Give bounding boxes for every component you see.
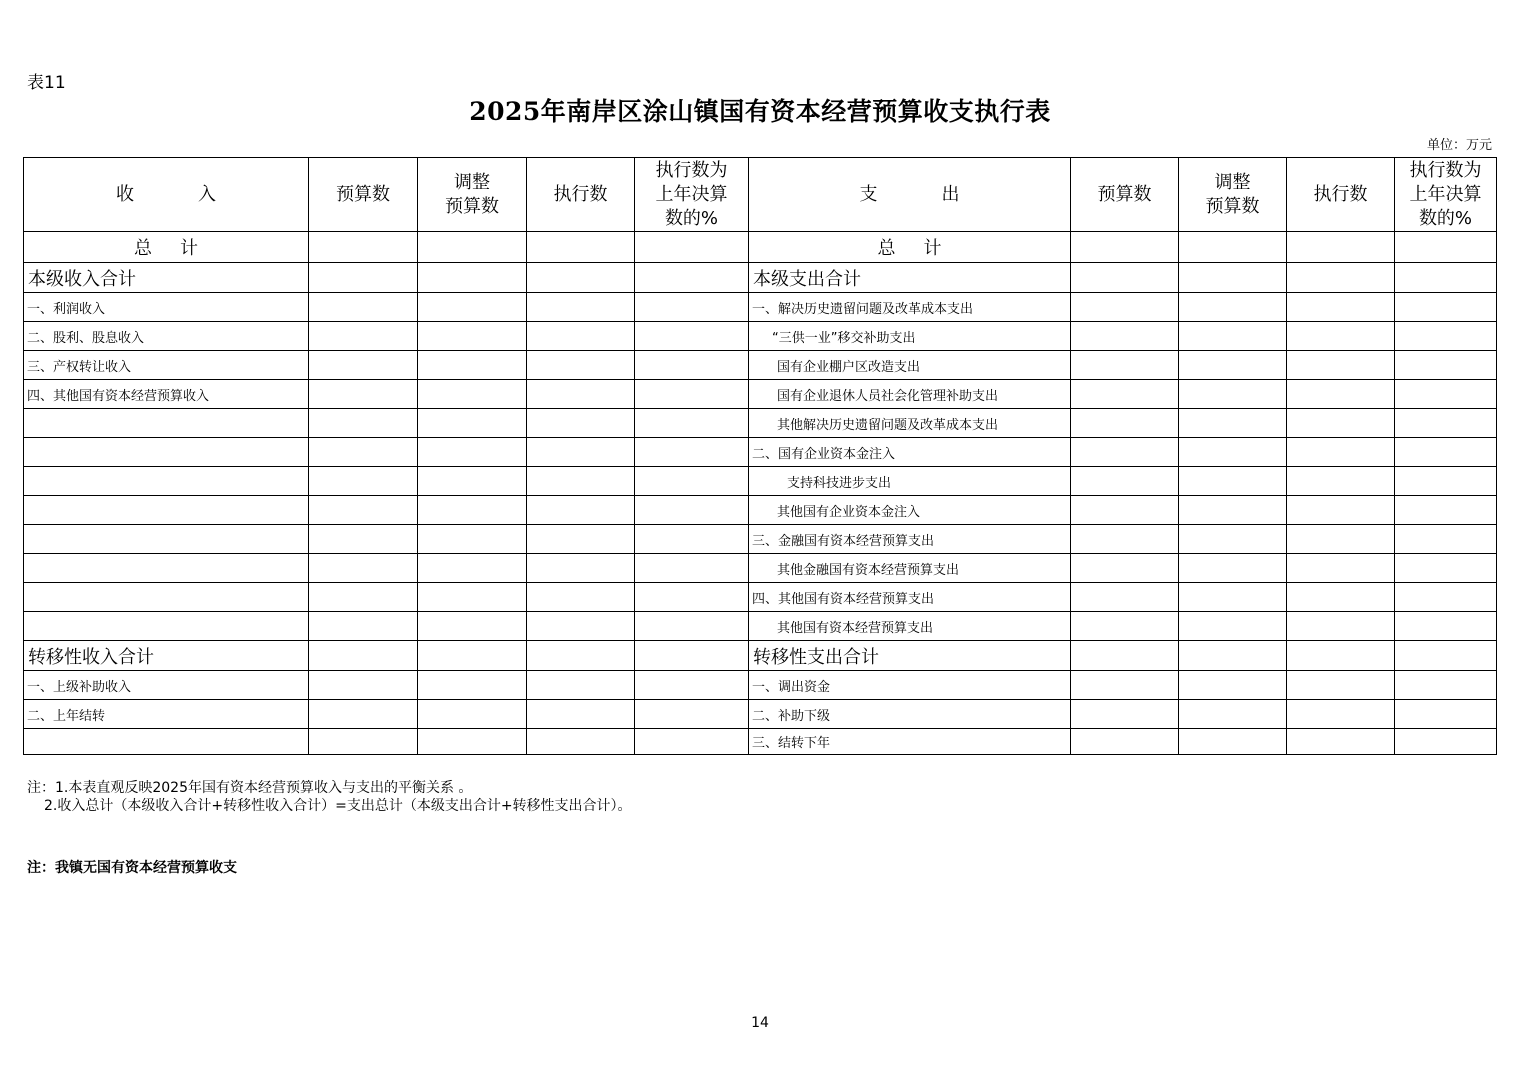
expense-label: 国有企业退休人员社会化管理补助支出 <box>749 380 1071 409</box>
value-cell <box>1395 293 1497 322</box>
value-cell <box>1179 641 1287 671</box>
value-cell <box>1179 583 1287 612</box>
value-cell <box>1071 583 1179 612</box>
value-cell <box>1179 380 1287 409</box>
value-cell <box>527 671 635 700</box>
value-cell <box>1179 525 1287 554</box>
value-cell <box>309 583 418 612</box>
value-cell <box>1395 496 1497 525</box>
value-cell <box>1395 232 1497 263</box>
budget-table <box>23 157 1497 755</box>
value-cell <box>1071 496 1179 525</box>
value-cell <box>1287 583 1395 612</box>
value-cell <box>1179 351 1287 380</box>
value-cell <box>1287 263 1395 293</box>
header-income-pct: 执行数为 上年决算 数的% <box>635 158 749 232</box>
value-cell <box>635 322 749 351</box>
value-cell <box>418 351 527 380</box>
expense-total-label: 总 计 <box>749 232 1071 263</box>
income-label <box>24 612 309 641</box>
value-cell <box>309 293 418 322</box>
value-cell <box>1071 612 1179 641</box>
expense-label: 二、国有企业资本金注入 <box>749 438 1071 467</box>
header-income-adjusted: 调整 预算数 <box>418 158 527 232</box>
table-row <box>24 525 1497 554</box>
value-cell <box>1071 380 1179 409</box>
header-expense-budget: 预算数 <box>1071 158 1179 232</box>
value-cell <box>309 729 418 755</box>
table-row <box>24 322 1497 351</box>
value-cell <box>418 322 527 351</box>
value-cell <box>418 583 527 612</box>
value-cell <box>309 612 418 641</box>
table-row <box>24 467 1497 496</box>
value-cell <box>1179 496 1287 525</box>
value-cell <box>1395 554 1497 583</box>
header-income: 收 入 <box>24 158 309 232</box>
income-label <box>24 438 309 467</box>
note-line-2: 2.收入总计（本级收入合计+转移性收入合计）=支出总计（本级支出合计+转移性支出合计）。 <box>44 798 632 814</box>
value-cell <box>1071 671 1179 700</box>
value-cell <box>635 380 749 409</box>
income-label: 三、产权转让收入 <box>24 351 309 380</box>
expense-label: 本级支出合计 <box>749 263 1071 293</box>
value-cell <box>527 554 635 583</box>
value-cell <box>1287 232 1395 263</box>
value-cell <box>635 700 749 729</box>
value-cell <box>1287 322 1395 351</box>
header-row <box>24 158 1497 232</box>
value-cell <box>635 554 749 583</box>
note-line-1: 注：1.本表直观反映2025年国有资本经营预算收入与支出的平衡关系 。 <box>27 780 473 796</box>
value-cell <box>418 729 527 755</box>
value-cell <box>1179 612 1287 641</box>
value-cell <box>527 409 635 438</box>
value-cell <box>635 671 749 700</box>
table-row <box>24 583 1497 612</box>
value-cell <box>635 438 749 467</box>
value-cell <box>1287 409 1395 438</box>
expense-label: 转移性支出合计 <box>749 641 1071 671</box>
value-cell <box>1071 729 1179 755</box>
value-cell <box>1287 729 1395 755</box>
value-cell <box>635 583 749 612</box>
value-cell <box>1395 263 1497 293</box>
value-cell <box>635 496 749 525</box>
value-cell <box>1071 525 1179 554</box>
income-label: 一、上级补助收入 <box>24 671 309 700</box>
value-cell <box>527 351 635 380</box>
value-cell <box>418 438 527 467</box>
value-cell <box>1395 351 1497 380</box>
table-row <box>24 671 1497 700</box>
value-cell <box>1287 438 1395 467</box>
value-cell <box>527 467 635 496</box>
value-cell <box>1071 554 1179 583</box>
value-cell <box>309 263 418 293</box>
value-cell <box>1395 438 1497 467</box>
value-cell <box>527 293 635 322</box>
value-cell <box>1395 671 1497 700</box>
value-cell <box>1071 467 1179 496</box>
value-cell <box>1179 671 1287 700</box>
expense-label: 三、金融国有资本经营预算支出 <box>749 525 1071 554</box>
value-cell <box>309 380 418 409</box>
value-cell <box>635 525 749 554</box>
value-cell <box>418 380 527 409</box>
value-cell <box>418 554 527 583</box>
value-cell <box>418 467 527 496</box>
value-cell <box>418 525 527 554</box>
header-expense-executed: 执行数 <box>1287 158 1395 232</box>
value-cell <box>1179 409 1287 438</box>
value-cell <box>418 409 527 438</box>
value-cell <box>1179 438 1287 467</box>
income-label <box>24 496 309 525</box>
table-row <box>24 700 1497 729</box>
value-cell <box>1395 380 1497 409</box>
value-cell <box>527 583 635 612</box>
header-expense-pct: 执行数为 上年决算 数的% <box>1395 158 1497 232</box>
value-cell <box>1071 322 1179 351</box>
value-cell <box>1287 612 1395 641</box>
expense-label: 支持科技进步支出 <box>749 467 1071 496</box>
value-cell <box>309 467 418 496</box>
value-cell <box>635 232 749 263</box>
expense-label: “三供一业”移交补助支出 <box>749 322 1071 351</box>
table-row <box>24 351 1497 380</box>
value-cell <box>1287 525 1395 554</box>
value-cell <box>1395 700 1497 729</box>
value-cell <box>1287 554 1395 583</box>
value-cell <box>1287 700 1395 729</box>
expense-label: 其他国有资本经营预算支出 <box>749 612 1071 641</box>
value-cell <box>309 554 418 583</box>
value-cell <box>1179 232 1287 263</box>
value-cell <box>1395 612 1497 641</box>
value-cell <box>1071 438 1179 467</box>
page-number: 14 <box>751 1015 769 1031</box>
income-label <box>24 583 309 612</box>
value-cell <box>1287 641 1395 671</box>
value-cell <box>635 351 749 380</box>
unit-label: 单位：万元 <box>1426 138 1492 153</box>
table-row <box>24 612 1497 641</box>
value-cell <box>1179 293 1287 322</box>
table-number: 表11 <box>27 73 66 93</box>
income-total-label: 总 计 <box>24 232 309 263</box>
value-cell <box>1395 467 1497 496</box>
value-cell <box>527 380 635 409</box>
value-cell <box>418 641 527 671</box>
income-label: 一、利润收入 <box>24 293 309 322</box>
value-cell <box>309 322 418 351</box>
table-row <box>24 641 1497 671</box>
expense-label: 一、调出资金 <box>749 671 1071 700</box>
value-cell <box>1287 671 1395 700</box>
value-cell <box>1179 467 1287 496</box>
value-cell <box>1395 583 1497 612</box>
expense-label: 三、结转下年 <box>749 729 1071 755</box>
expense-label: 其他金融国有资本经营预算支出 <box>749 554 1071 583</box>
value-cell <box>1395 409 1497 438</box>
value-cell <box>1287 496 1395 525</box>
table-row <box>24 263 1497 293</box>
value-cell <box>1287 467 1395 496</box>
value-cell <box>418 232 527 263</box>
value-cell <box>527 525 635 554</box>
header-income-executed: 执行数 <box>527 158 635 232</box>
table-row <box>24 409 1497 438</box>
income-label: 二、上年结转 <box>24 700 309 729</box>
value-cell <box>1179 729 1287 755</box>
income-label <box>24 525 309 554</box>
table-row <box>24 496 1497 525</box>
value-cell <box>309 700 418 729</box>
value-cell <box>309 232 418 263</box>
income-label: 转移性收入合计 <box>24 641 309 671</box>
value-cell <box>527 729 635 755</box>
value-cell <box>635 409 749 438</box>
value-cell <box>1179 554 1287 583</box>
value-cell <box>635 263 749 293</box>
value-cell <box>527 496 635 525</box>
value-cell <box>418 293 527 322</box>
value-cell <box>527 232 635 263</box>
value-cell <box>1071 351 1179 380</box>
value-cell <box>1071 263 1179 293</box>
value-cell <box>418 612 527 641</box>
document-title: 2025年南岸区涂山镇国有资本经营预算收支执行表 <box>469 97 1051 126</box>
income-label: 四、其他国有资本经营预算收入 <box>24 380 309 409</box>
value-cell <box>527 612 635 641</box>
value-cell <box>1179 263 1287 293</box>
value-cell <box>1287 351 1395 380</box>
table-row <box>24 293 1497 322</box>
value-cell <box>527 438 635 467</box>
income-label: 二、股利、股息收入 <box>24 322 309 351</box>
income-label <box>24 409 309 438</box>
value-cell <box>418 700 527 729</box>
income-label <box>24 467 309 496</box>
total-row <box>24 232 1497 263</box>
value-cell <box>635 467 749 496</box>
table-row <box>24 380 1497 409</box>
value-cell <box>527 700 635 729</box>
value-cell <box>418 671 527 700</box>
value-cell <box>309 496 418 525</box>
header-expense-adjusted: 调整 预算数 <box>1179 158 1287 232</box>
value-cell <box>1395 525 1497 554</box>
value-cell <box>527 641 635 671</box>
value-cell <box>309 438 418 467</box>
expense-label: 国有企业棚户区改造支出 <box>749 351 1071 380</box>
value-cell <box>309 351 418 380</box>
value-cell <box>1071 641 1179 671</box>
value-cell <box>1395 322 1497 351</box>
income-label <box>24 729 309 755</box>
table-row <box>24 554 1497 583</box>
value-cell <box>1395 641 1497 671</box>
table-row <box>24 438 1497 467</box>
expense-label: 一、解决历史遗留问题及改革成本支出 <box>749 293 1071 322</box>
value-cell <box>635 612 749 641</box>
value-cell <box>418 263 527 293</box>
value-cell <box>527 263 635 293</box>
income-label <box>24 554 309 583</box>
value-cell <box>309 671 418 700</box>
value-cell <box>1071 232 1179 263</box>
income-label: 本级收入合计 <box>24 263 309 293</box>
value-cell <box>309 641 418 671</box>
value-cell <box>1179 322 1287 351</box>
value-cell <box>1071 409 1179 438</box>
value-cell <box>635 729 749 755</box>
header-income-budget: 预算数 <box>309 158 418 232</box>
expense-label: 其他解决历史遗留问题及改革成本支出 <box>749 409 1071 438</box>
value-cell <box>418 496 527 525</box>
no-budget-note: 注：我镇无国有资本经营预算收支 <box>27 860 237 876</box>
table-notes <box>27 779 632 815</box>
value-cell <box>1287 293 1395 322</box>
expense-label: 其他国有企业资本金注入 <box>749 496 1071 525</box>
value-cell <box>309 409 418 438</box>
header-expense: 支 出 <box>749 158 1071 232</box>
value-cell <box>1287 380 1395 409</box>
value-cell <box>1179 700 1287 729</box>
value-cell <box>635 641 749 671</box>
value-cell <box>309 525 418 554</box>
value-cell <box>527 322 635 351</box>
value-cell <box>1071 700 1179 729</box>
value-cell <box>1395 729 1497 755</box>
value-cell <box>1071 293 1179 322</box>
expense-label: 四、其他国有资本经营预算支出 <box>749 583 1071 612</box>
table-row <box>24 729 1497 755</box>
expense-label: 二、补助下级 <box>749 700 1071 729</box>
value-cell <box>635 293 749 322</box>
